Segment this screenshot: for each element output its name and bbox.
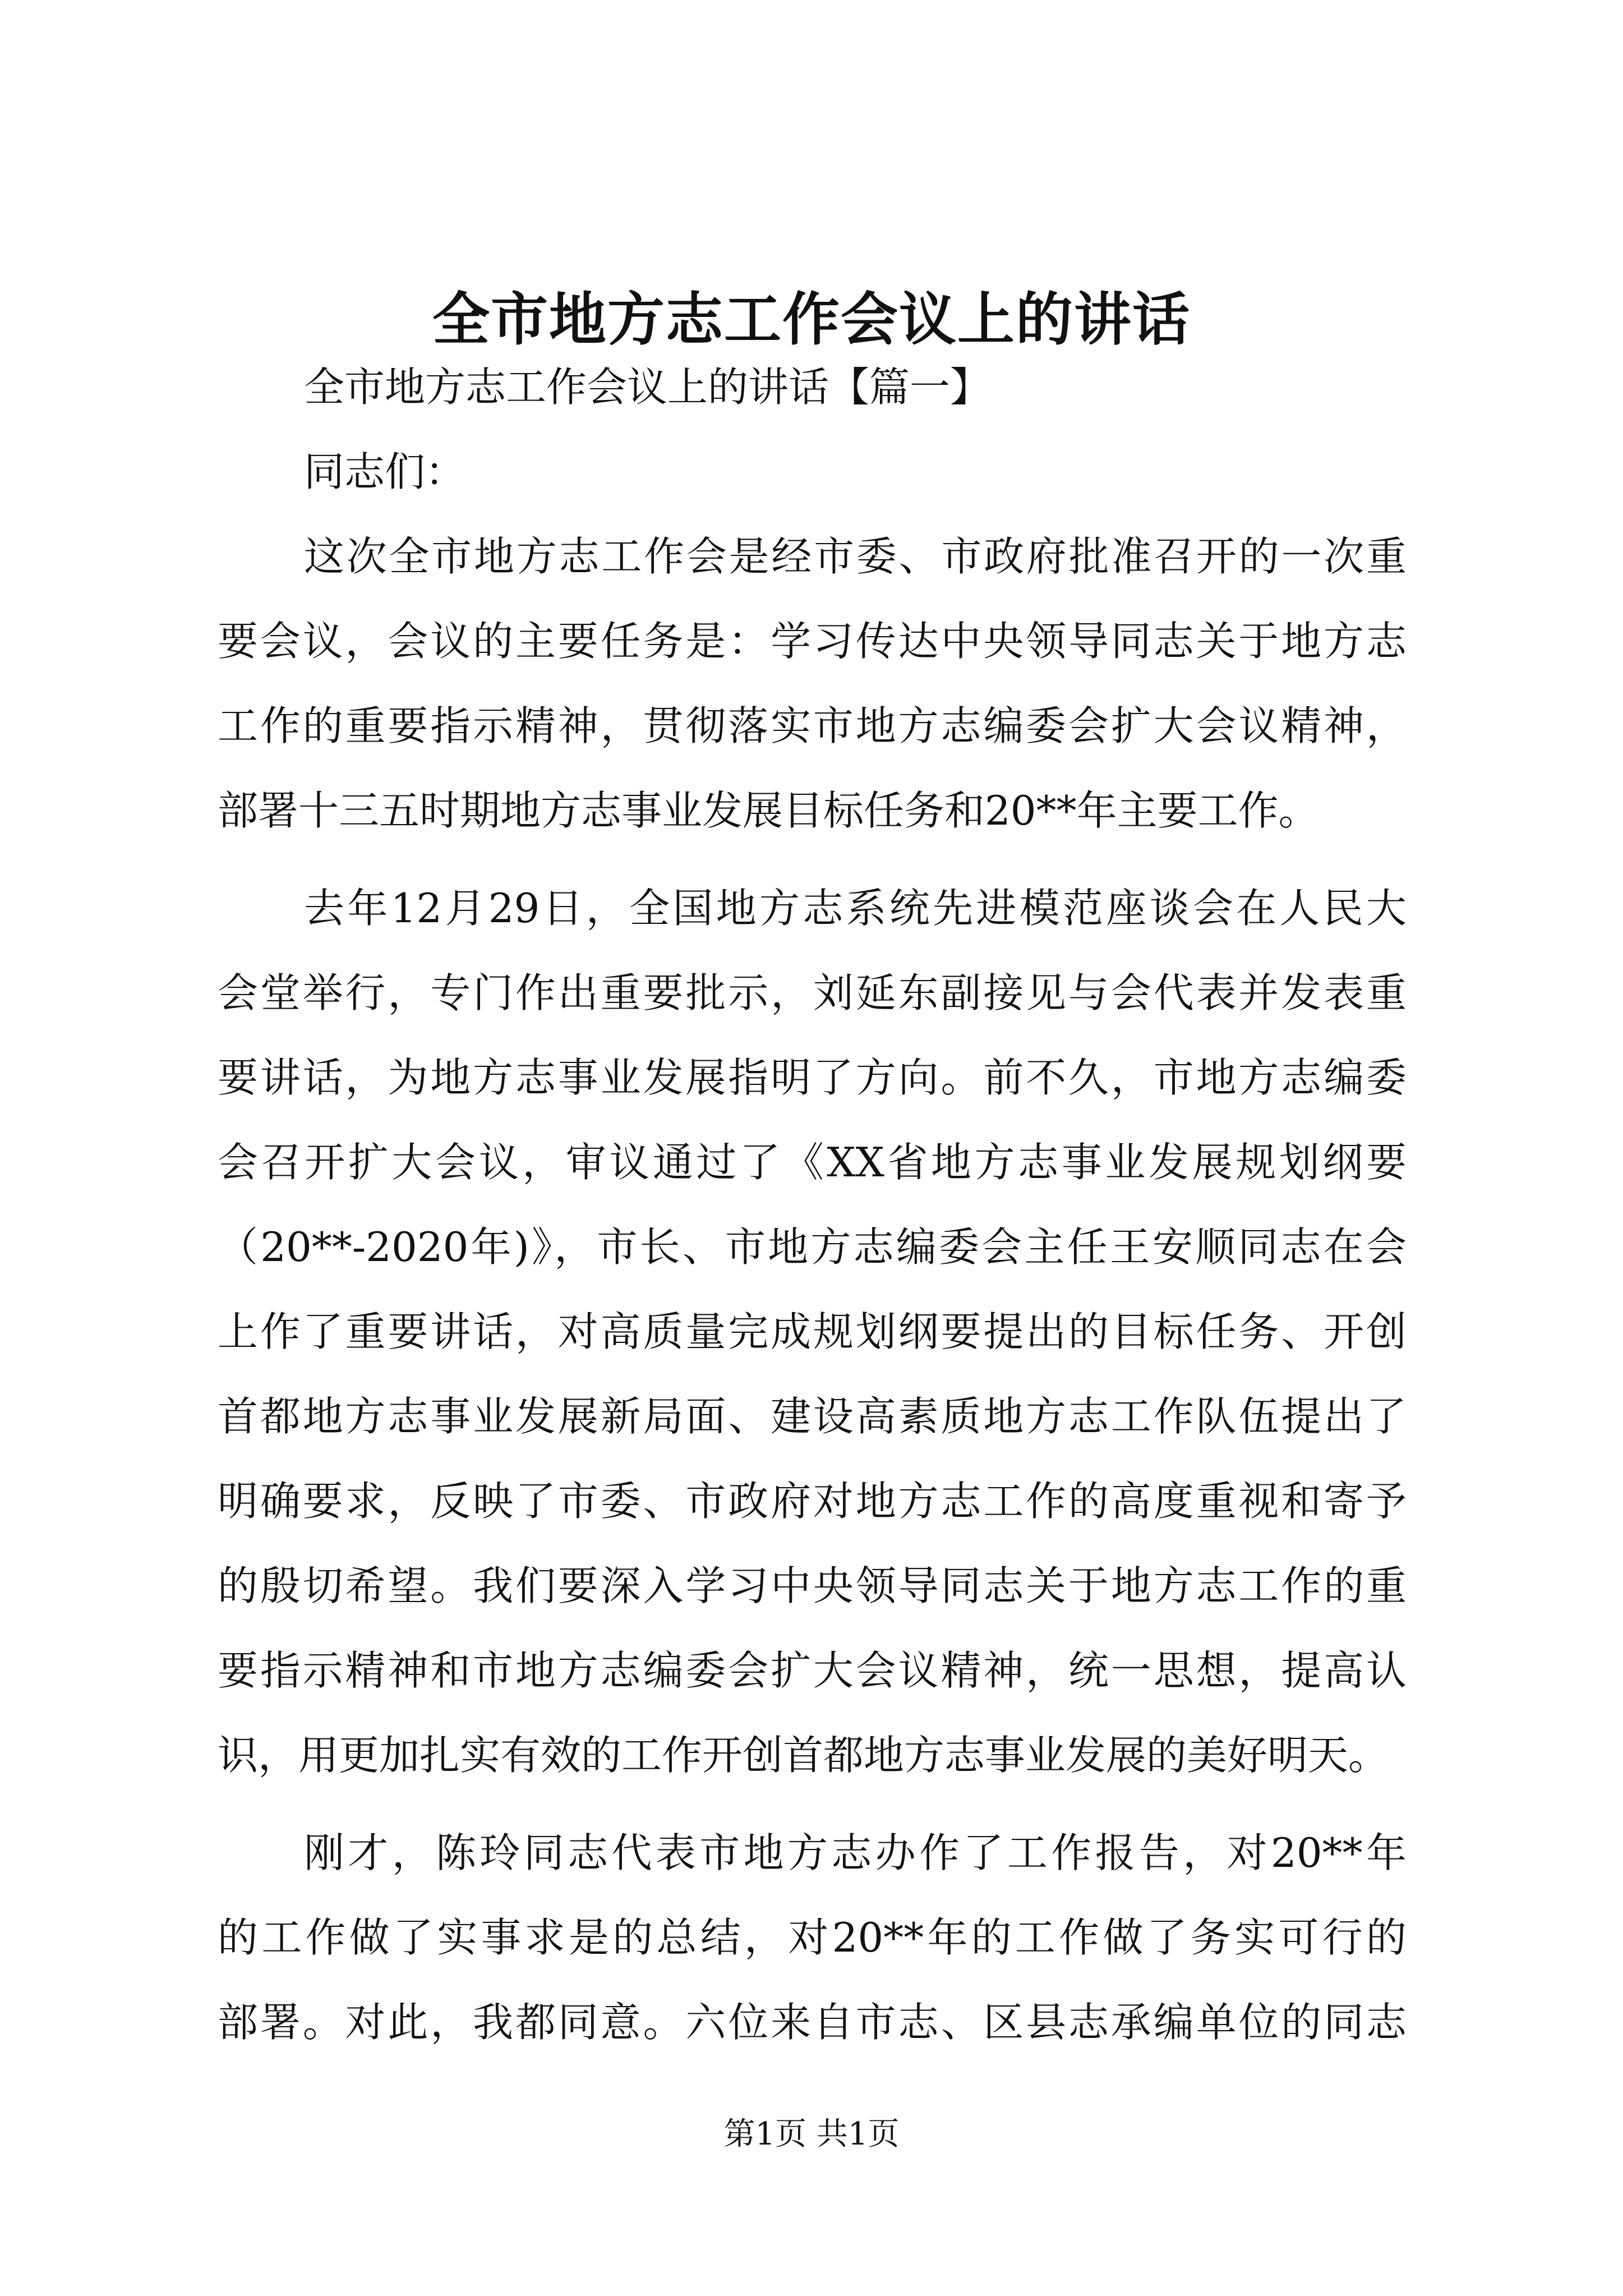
paragraph-line: 去年12月29日，全国地方志系统先进模范座谈会在人民大 [304, 885, 1407, 932]
page-number-footer: 第1页 共1页 [723, 2116, 900, 2152]
paragraph-line: 工作的重要指示精神，贯彻落实市地方志编委会扩大会议精神， [218, 702, 1407, 749]
paragraph-line: 的殷切希望。我们要深入学习中央领导同志关于地方志工作的重 [218, 1562, 1407, 1609]
paragraph-1 [218, 514, 1407, 853]
paragraph-line: 要讲话，为地方志事业发展指明了方向。前不久，市地方志编委 [218, 1054, 1407, 1101]
document-subtitle: 全市地方志工作会议上的讲话【篇一】 [304, 364, 991, 411]
paragraph-2 [218, 866, 1407, 1798]
salutation: 同志们： [304, 448, 466, 495]
paragraph-line: 会召开扩大会议，审议通过了《XX省地方志事业发展规划纲要 [218, 1139, 1407, 1186]
document-title: 全市地方志工作会议上的讲话 [432, 286, 1191, 353]
paragraph-line: 刚才，陈玲同志代表市地方志办作了工作报告，对20**年 [304, 1829, 1407, 1876]
paragraph-line: （20**-2020年)》，市长、市地方志编委会主任王安顺同志在会 [218, 1223, 1407, 1271]
paragraph-line: 识，用更加扎实有效的工作开创首都地方志事业发展的美好明天。 [218, 1732, 1389, 1779]
paragraph-spacing [218, 853, 1407, 866]
paragraph-3 [218, 1811, 1407, 2065]
paragraph-line: 明确要求，反映了市委、市政府对地方志工作的高度重视和寄予 [218, 1478, 1407, 1525]
paragraph-spacing [218, 1798, 1407, 1811]
document-body [218, 345, 1407, 2065]
paragraph-line: 上作了重要讲话，对高质量完成规划纲要提出的目标任务、开创 [218, 1308, 1407, 1355]
paragraph-line: 要指示精神和市地方志编委会扩大会议精神，统一思想，提高认 [218, 1647, 1407, 1694]
paragraph-line: 要会议，会议的主要任务是：学习传达中央领导同志关于地方志 [218, 618, 1407, 665]
paragraph-line: 部署。对此，我都同意。六位来自市志、区县志承编单位的同志 [218, 1999, 1407, 2046]
paragraph-line: 的工作做了实事求是的总结，对20**年的工作做了务实可行的 [218, 1914, 1407, 1961]
paragraph-line: 这次全市地方志工作会是经市委、市政府批准召开的一次重 [304, 533, 1407, 580]
paragraph-line: 首都地方志事业发展新局面、建设高素质地方志工作队伍提出了 [218, 1393, 1407, 1440]
paragraph-line: 会堂举行，专门作出重要批示，刘延东副接见与会代表并发表重 [218, 969, 1407, 1016]
paragraph-line: 部署十三五时期地方志事业发展目标任务和20**年主要工作。 [218, 787, 1319, 834]
